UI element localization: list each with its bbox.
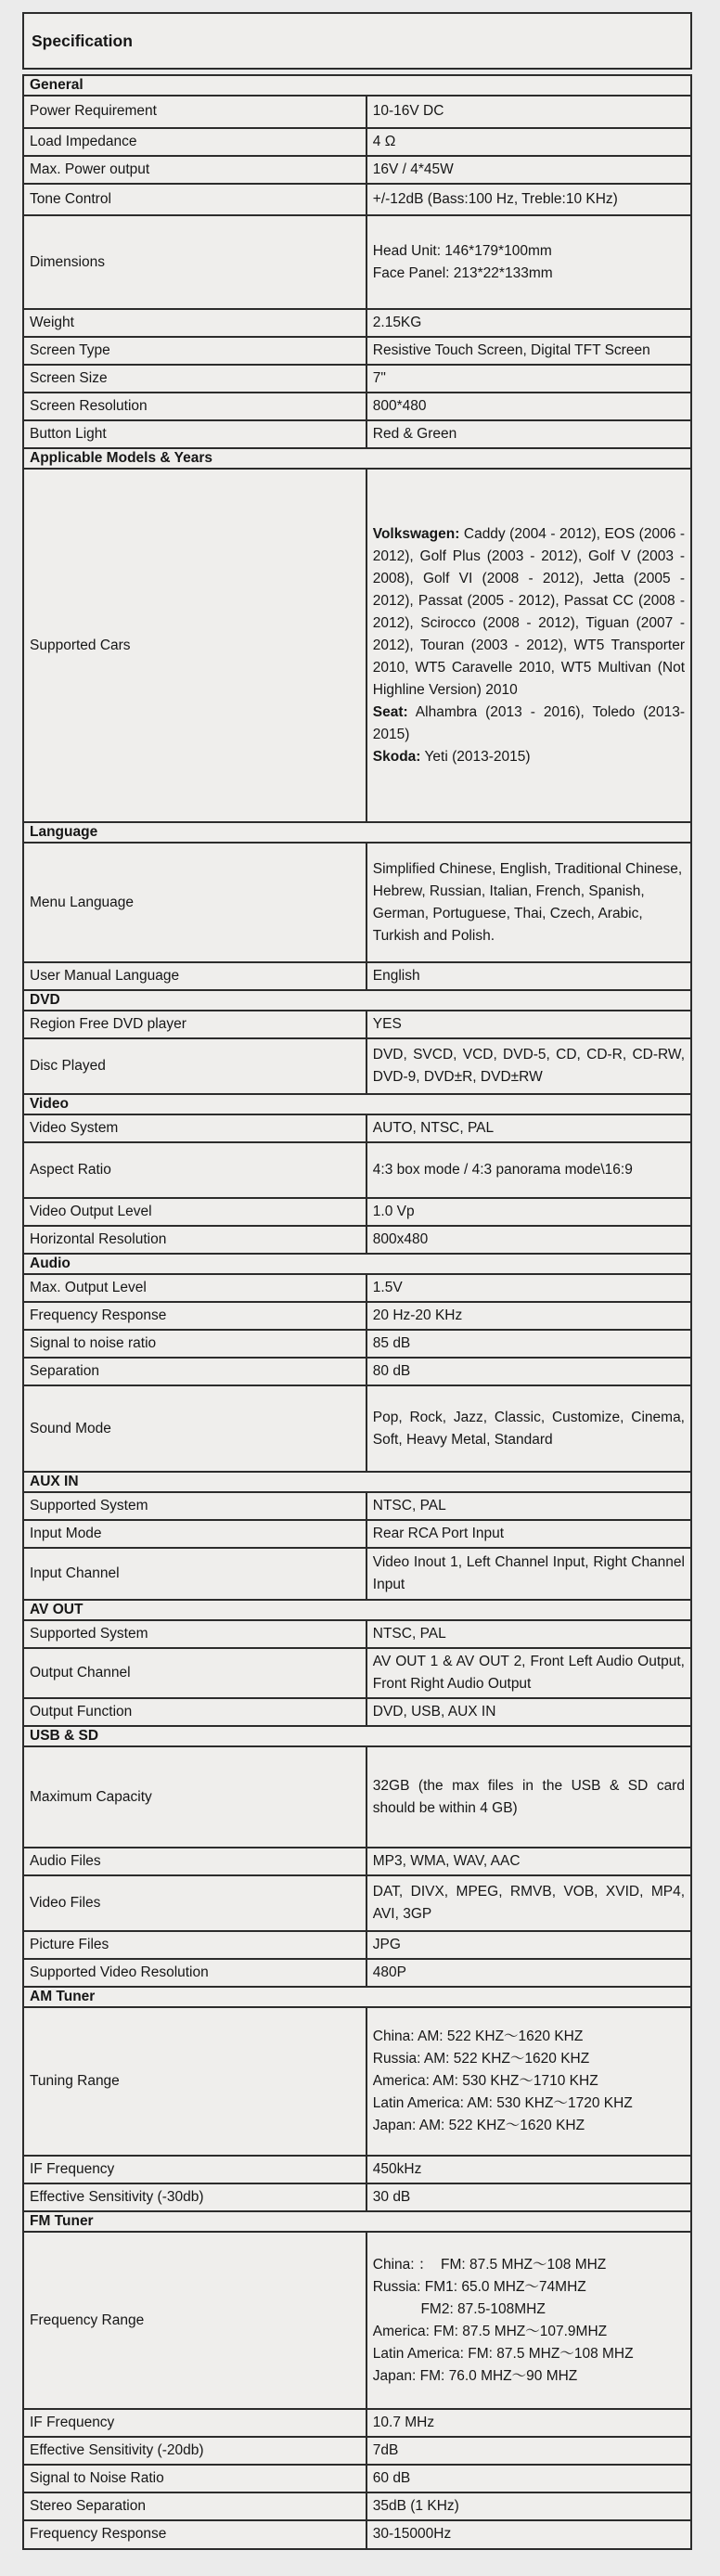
spec-value-text: 10.7 MHz [372, 2415, 435, 2431]
spec-key-cell [24, 1493, 367, 1519]
spec-key-label: Video System [30, 1120, 119, 1137]
spec-key-label: IF Frequency [30, 2415, 115, 2431]
row-dimensions [22, 214, 692, 310]
spec-value-cell [367, 1275, 690, 1301]
table-title-row [22, 12, 692, 70]
row-screen-size [22, 364, 692, 393]
spec-key-label: Signal to noise ratio [30, 1335, 157, 1352]
spec-value-line: Japan: FM: 76.0 MHZ～90 MHZ [372, 2367, 578, 2384]
spec-value-cell [367, 97, 690, 127]
spec-value-cell [367, 1848, 690, 1874]
section-header-language [22, 821, 692, 844]
spec-value-cell [367, 2493, 690, 2519]
brand-models: Caddy (2004 - 2012), EOS (2006 - 2012), Golf Plus (2003 - 2012), Golf V (2003 - 2008), Golf VI (2008 - 2012), Jetta (2005 - 2012), Passat (2005 - 2012), Passat CC (2008 - 2012), Scirocco (2008 - 2012), Tiguan (2007 - 2012), Touran (2003 - 2012), WT5 Transporter 2010, WT5 Caravelle 2010, WT5 Multivan (Not Highline Version) 2010 [372, 525, 685, 698]
spec-key-label: Weight [30, 315, 74, 331]
section-header-am-tuner [22, 1986, 692, 2008]
spec-value-paragraph [373, 523, 685, 702]
spec-value-cell [367, 844, 690, 961]
spec-key-label: Supported System [30, 1498, 148, 1514]
spec-key-label: Separation [30, 1363, 99, 1380]
spec-value-text: 60 dB [372, 2470, 411, 2487]
spec-key-cell [24, 1227, 367, 1253]
spec-value-text: DVD, SVCD, VCD, DVD-5, CD, CD-R, CD-RW, DVD-9, DVD±R, DVD±RW [372, 1047, 685, 1086]
spec-key-cell [24, 421, 367, 447]
row-supported-system [22, 1491, 692, 1521]
spec-value-cell [367, 366, 690, 392]
spec-value-text: 80 dB [372, 1363, 411, 1380]
spec-key-label: Region Free DVD player [30, 1016, 186, 1033]
row-video-system [22, 1114, 692, 1143]
spec-value-cell [367, 1876, 690, 1930]
spec-key-label: User Manual Language [30, 968, 180, 985]
spec-key-cell [24, 1011, 367, 1037]
spec-key-cell [24, 2410, 367, 2436]
section-header-aux-in [22, 1471, 692, 1493]
row-sound-mode [22, 1385, 692, 1473]
spec-value-text: Video Inout 1, Left Channel Input, Right Channel Input [372, 1554, 685, 1593]
spec-value-text: YES [372, 1016, 402, 1033]
spec-key-cell [24, 2521, 367, 2547]
spec-value-text: 32GB (the max files in the USB & SD card should be within 4 GB) [372, 1777, 685, 1816]
brand-models: Alhambra (2013 - 2016), Toledo (2013-2015) [372, 703, 685, 742]
section-header-dvd [22, 989, 692, 1011]
spec-value-cell [367, 129, 690, 155]
spec-value-text: English [372, 968, 420, 985]
row-effective-sensitivity-30db [22, 2183, 692, 2212]
section-header-label: FM Tuner [30, 2213, 94, 2230]
section-header-general [22, 74, 692, 97]
row-menu-language [22, 842, 692, 963]
brand-label: Volkswagen: [372, 525, 460, 542]
spec-value-cell [367, 2438, 690, 2464]
spec-key-label: Horizontal Resolution [30, 1231, 167, 1248]
spec-key-label: Picture Files [30, 1937, 109, 1953]
row-weight [22, 308, 692, 338]
spec-key-label: Load Impedance [30, 134, 137, 149]
spec-key-cell [24, 366, 367, 392]
spec-key-cell [24, 1747, 367, 1847]
spec-key-cell [24, 185, 367, 214]
spec-value-text: Simplified Chinese, English, Traditional Chinese, Hebrew, Russian, Italian, French, Spanish, German, Portuguese, Thai, Czech, Arabic, Turkish and Polish. [372, 860, 683, 944]
spec-key-cell [24, 1699, 367, 1725]
spec-value-line: Russia: AM: 522 KHZ～1620 KHZ [372, 2051, 590, 2067]
spec-key-label: Menu Language [30, 894, 135, 910]
spec-key-cell [24, 2184, 367, 2210]
row-screen-type [22, 336, 692, 366]
row-max-output-level [22, 1273, 692, 1303]
spec-value-text: 800x480 [372, 1231, 429, 1248]
spec-key-cell [24, 1521, 367, 1547]
spec-key-cell [24, 2233, 367, 2408]
row-picture-files [22, 1930, 692, 1960]
spec-value-text: MP3, WMA, WAV, AAC [372, 1853, 521, 1870]
spec-value-cell [367, 2410, 690, 2436]
spec-value-cell [367, 2008, 690, 2155]
brand-models: Yeti (2013-2015) [420, 748, 531, 765]
section-header-fm-tuner [22, 2210, 692, 2233]
spec-value-text: 800*480 [372, 398, 427, 415]
row-if-frequency [22, 2408, 692, 2438]
spec-key-label: Effective Sensitivity (-30db) [30, 2189, 204, 2206]
spec-value-cell [367, 1039, 690, 1093]
spec-value-cell [367, 1621, 690, 1647]
spec-value-cell [367, 1649, 690, 1697]
section-header-audio [22, 1253, 692, 1275]
spec-value-cell [367, 1549, 690, 1599]
row-if-frequency [22, 2155, 692, 2184]
spec-key-label: Input Mode [30, 1526, 102, 1542]
spec-value-line: Head Unit: 146*179*100mm [372, 242, 552, 259]
spec-value-text: Rear RCA Port Input [372, 1526, 505, 1542]
spec-key-cell [24, 1331, 367, 1357]
spec-value-cell [367, 1747, 690, 1847]
row-aspect-ratio [22, 1141, 692, 1199]
spec-value-text: 450kHz [372, 2161, 422, 2178]
row-video-output-level [22, 1197, 692, 1227]
spec-key-cell [24, 1621, 367, 1647]
spec-value-text: DVD, USB, AUX IN [372, 1704, 496, 1720]
spec-value-text: 4:3 box mode / 4:3 panorama mode\16:9 [372, 1162, 633, 1179]
section-header-label: AUX IN [30, 1474, 79, 1490]
spec-value-line: America: AM: 530 KHZ～1710 KHZ [372, 2073, 598, 2090]
spec-key-cell [24, 310, 367, 336]
spec-key-label: Supported System [30, 1626, 148, 1642]
spec-value-text: 1.0 Vp [372, 1204, 415, 1220]
spec-value-cell [367, 2233, 690, 2408]
row-supported-system [22, 1619, 692, 1649]
spec-key-label: Screen Resolution [30, 398, 148, 415]
spec-value-cell [367, 421, 690, 447]
spec-key-label: Sound Mode [30, 1420, 111, 1436]
spec-key-label: IF Frequency [30, 2161, 115, 2178]
spec-key-cell [24, 1303, 367, 1329]
spec-key-cell [24, 338, 367, 364]
row-signal-to-noise-ratio [22, 1329, 692, 1359]
spec-value-cell [367, 1331, 690, 1357]
spec-value-text: AUTO, NTSC, PAL [372, 1120, 495, 1137]
spec-key-cell [24, 1359, 367, 1385]
row-frequency-range [22, 2231, 692, 2410]
spec-key-cell [24, 1039, 367, 1093]
spec-value-text: 480P [372, 1964, 406, 1981]
spec-key-label: Frequency Response [30, 2526, 167, 2543]
page-title: Specification [32, 31, 133, 50]
row-screen-resolution [22, 392, 692, 421]
spec-key-label: Power Requirement [30, 103, 157, 120]
spec-value-text: 1.5V [372, 1280, 403, 1296]
spec-value-text: AV OUT 1 & AV OUT 2, Front Left Audio Output, Front Right Audio Output [372, 1654, 685, 1693]
spec-key-label: Stereo Separation [30, 2498, 146, 2515]
row-supported-cars [22, 468, 692, 823]
section-header-label: Language [30, 824, 98, 841]
spec-key-label: Signal to Noise Ratio [30, 2470, 164, 2487]
spec-value-line: Face Panel: 213*22*133mm [372, 264, 553, 281]
section-header-label: General [30, 77, 84, 93]
spec-key-label: Video Files [30, 1895, 101, 1912]
spec-key-cell [24, 963, 367, 989]
spec-key-label: Screen Type [30, 342, 110, 359]
row-separation [22, 1357, 692, 1386]
spec-value-cell [367, 185, 690, 214]
spec-key-label: Frequency Response [30, 1307, 167, 1324]
spec-key-label: Button Light [30, 426, 107, 443]
row-output-function [22, 1697, 692, 1727]
spec-value-text: 7dB [372, 2442, 399, 2459]
spec-value-cell [367, 470, 690, 821]
section-header-applicable-models-years [22, 447, 692, 470]
row-output-channel [22, 1647, 692, 1699]
row-load-impedance [22, 127, 692, 157]
spec-key-cell [24, 1115, 367, 1141]
row-frequency-response [22, 2519, 692, 2549]
spec-key-label: Screen Size [30, 370, 108, 387]
spec-value-text: NTSC, PAL [372, 1626, 446, 1642]
spec-value-cell [367, 338, 690, 364]
spec-key-label: Dimensions [30, 253, 105, 270]
row-signal-to-noise-ratio [22, 2464, 692, 2493]
spec-value-line: Latin America: AM: 530 KHZ～1720 KHZ [372, 2095, 633, 2112]
spec-key-cell [24, 1199, 367, 1225]
spec-key-label: Input Channel [30, 1565, 120, 1582]
spec-value-cell [367, 310, 690, 336]
row-stereo-separation [22, 2492, 692, 2521]
spec-value-text: 16V / 4*45W [372, 161, 454, 178]
spec-value-text: 10-16V DC [372, 103, 444, 120]
spec-value-text: DAT, DIVX, MPEG, RMVB, VOB, XVID, MP4, AVI, 3GP [372, 1884, 685, 1923]
spec-key-cell [24, 2466, 367, 2492]
spec-value-cell [367, 1932, 690, 1958]
spec-value-text: +/-12dB (Bass:100 Hz, Treble:10 KHz) [372, 191, 618, 208]
section-header-video [22, 1093, 692, 1115]
spec-key-cell [24, 844, 367, 961]
row-input-channel [22, 1547, 692, 1601]
row-user-manual-language [22, 961, 692, 991]
spec-key-cell [24, 1143, 367, 1197]
spec-key-label: Audio Files [30, 1853, 101, 1870]
spec-value-line: Japan: AM: 522 KHZ～1620 KHZ [372, 2118, 585, 2134]
spec-value-text: 4 Ω [372, 134, 396, 149]
spec-value-text: 85 dB [372, 1335, 411, 1352]
row-effective-sensitivity-20db [22, 2436, 692, 2466]
spec-value-cell [367, 963, 690, 989]
spec-key-cell [24, 470, 367, 821]
section-header-label: AV OUT [30, 1602, 84, 1618]
spec-value-text: 2.15KG [372, 315, 422, 331]
row-tone-control [22, 183, 692, 216]
spec-value-line: China: AM: 522 KHZ～1620 KHZ [372, 2029, 584, 2045]
spec-value-cell [367, 1960, 690, 1986]
spec-key-label: Maximum Capacity [30, 1788, 152, 1805]
brand-label: Skoda: [372, 748, 421, 765]
row-audio-files [22, 1847, 692, 1876]
spec-key-label: Output Function [30, 1704, 133, 1720]
spec-key-cell [24, 2493, 367, 2519]
spec-value-cell [367, 393, 690, 419]
row-maximum-capacity [22, 1745, 692, 1848]
section-header-label: AM Tuner [30, 1989, 96, 2005]
spec-value-cell [367, 216, 690, 308]
spec-value-cell [367, 1199, 690, 1225]
row-supported-video-resolution [22, 1958, 692, 1988]
spec-key-cell [24, 393, 367, 419]
section-header-label: Applicable Models & Years [30, 450, 212, 467]
spec-value-text: NTSC, PAL [372, 1498, 446, 1514]
spec-value-text: Red & Green [372, 426, 457, 443]
brand-label: Seat: [372, 703, 408, 720]
row-input-mode [22, 1519, 692, 1549]
spec-key-label: Frequency Range [30, 2312, 145, 2328]
spec-key-cell [24, 1386, 367, 1471]
spec-value-cell [367, 1303, 690, 1329]
spec-key-label: Supported Video Resolution [30, 1964, 209, 1981]
spec-key-label: Aspect Ratio [30, 1162, 111, 1179]
row-power-requirement [22, 95, 692, 129]
spec-key-label: Tone Control [30, 191, 111, 208]
spec-value-cell [367, 2157, 690, 2183]
spec-table [22, 12, 692, 2550]
spec-key-cell [24, 2008, 367, 2155]
spec-value-cell [367, 2466, 690, 2492]
spec-key-label: Max. Output Level [30, 1280, 147, 1296]
spec-key-cell [24, 1549, 367, 1599]
spec-value-cell [367, 1699, 690, 1725]
spec-value-cell [367, 1359, 690, 1385]
spec-key-cell [24, 1876, 367, 1930]
row-frequency-response [22, 1301, 692, 1331]
spec-value-line: Latin America: FM: 87.5 MHZ～108 MHZ [372, 2345, 634, 2362]
spec-value-cell [367, 1493, 690, 1519]
spec-key-cell [24, 2438, 367, 2464]
row-video-files [22, 1874, 692, 1932]
spec-key-cell [24, 129, 367, 155]
spec-key-label: Output Channel [30, 1665, 131, 1681]
spec-value-cell [367, 1227, 690, 1253]
spec-value-cell [367, 2521, 690, 2547]
spec-value-text: Pop, Rock, Jazz, Classic, Customize, Cinema, Soft, Heavy Metal, Standard [372, 1409, 685, 1448]
section-header-av-out [22, 1599, 692, 1621]
spec-key-label: Effective Sensitivity (-20db) [30, 2442, 204, 2459]
spec-key-label: Video Output Level [30, 1204, 152, 1220]
spec-value-text: 7" [372, 370, 386, 387]
spec-value-text: Resistive Touch Screen, Digital TFT Screen [372, 342, 650, 359]
spec-key-cell [24, 1960, 367, 1986]
spec-key-cell [24, 157, 367, 183]
spec-key-label: Supported Cars [30, 637, 131, 653]
spec-key-cell [24, 1848, 367, 1874]
row-disc-played [22, 1037, 692, 1095]
spec-key-cell [24, 1649, 367, 1697]
spec-key-cell [24, 2157, 367, 2183]
spec-value-text: 30 dB [372, 2189, 411, 2206]
section-header-label: Audio [30, 1256, 71, 1272]
spec-value-text: 35dB (1 KHz) [372, 2498, 459, 2515]
spec-value-text: JPG [372, 1937, 401, 1953]
spec-key-label: Max. Power output [30, 161, 150, 178]
spec-value-cell [367, 1386, 690, 1471]
row-horizontal-resolution [22, 1225, 692, 1255]
spec-value-cell [367, 2184, 690, 2210]
spec-key-label: Tuning Range [30, 2073, 120, 2090]
section-header-usb-sd [22, 1725, 692, 1747]
section-header-label: Video [30, 1096, 69, 1113]
spec-key-cell [24, 1275, 367, 1301]
spec-value-text: 20 Hz-20 KHz [372, 1307, 463, 1324]
spec-value-cell [367, 1115, 690, 1141]
spec-value-cell [367, 1143, 690, 1197]
spec-value-line: America: FM: 87.5 MHZ～107.9MHZ [372, 2323, 608, 2339]
row-tuning-range [22, 2006, 692, 2157]
row-button-light [22, 419, 692, 449]
spec-value-cell [367, 1521, 690, 1547]
spec-value-line: China: ： FM: 87.5 MHZ～108 MHZ [372, 2256, 607, 2273]
spec-key-label: Disc Played [30, 1058, 106, 1075]
section-header-label: DVD [30, 992, 60, 1009]
row-region-free-dvd-player [22, 1010, 692, 1039]
spec-value-cell [367, 1011, 690, 1037]
spec-value-line: Russia: FM1: 65.0 MHZ～74MHZ [372, 2278, 586, 2295]
spec-value-paragraph [373, 702, 685, 746]
spec-value-cell [367, 157, 690, 183]
spec-value-paragraph [373, 746, 685, 768]
spec-key-cell [24, 97, 367, 127]
spec-key-cell [24, 216, 367, 308]
spec-value-text: 30-15000Hz [372, 2526, 452, 2543]
spec-value-line: FM2: 87.5-108MHZ [372, 2300, 546, 2317]
section-header-label: USB & SD [30, 1728, 99, 1745]
row-max-power-output [22, 155, 692, 185]
spec-key-cell [24, 1932, 367, 1958]
